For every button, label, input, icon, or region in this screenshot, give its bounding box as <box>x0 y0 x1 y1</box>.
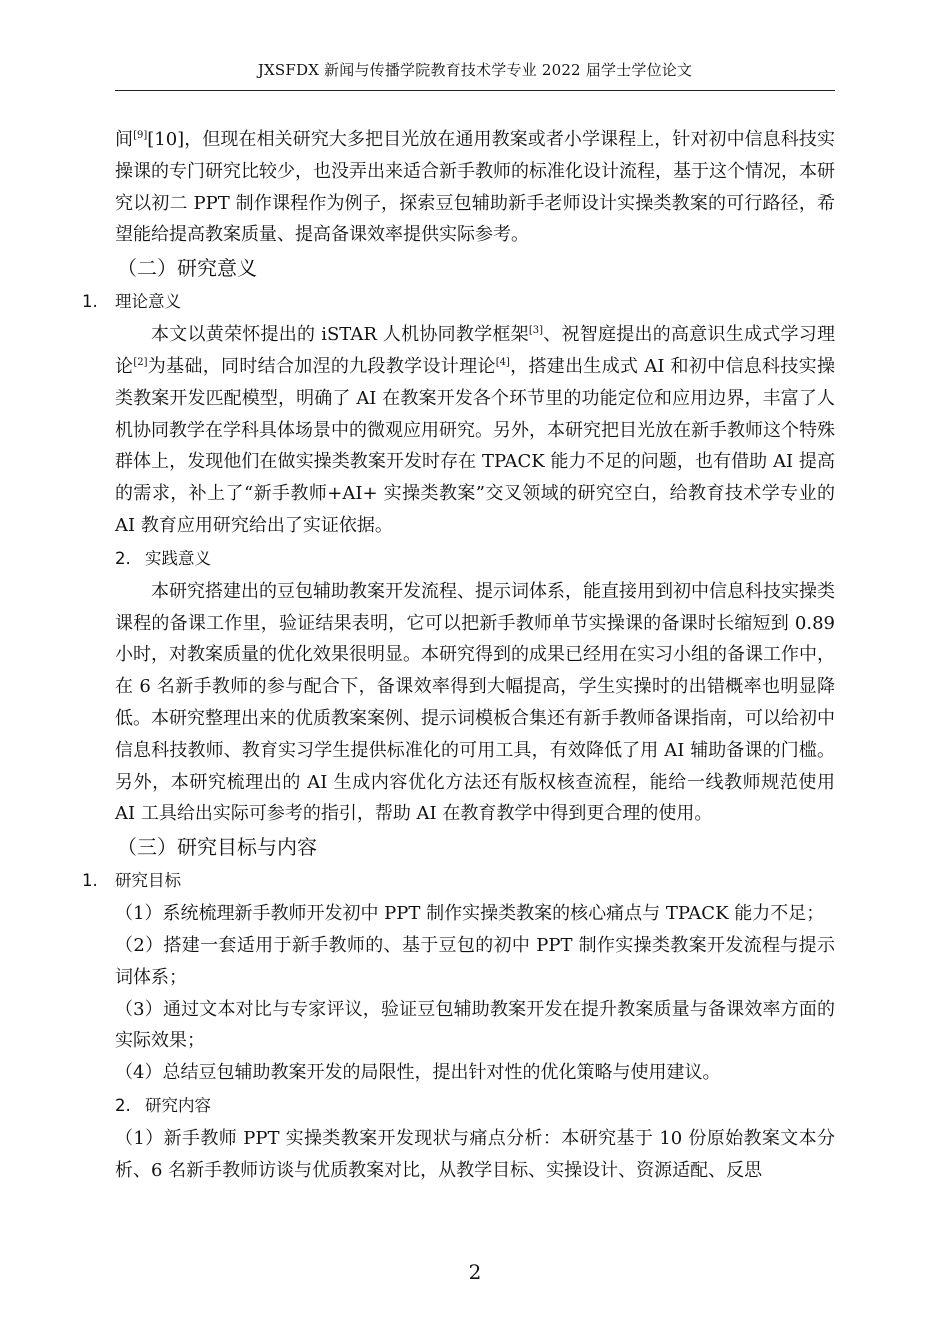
content-item: （1）新手教师 PPT 实操类教案开发现状与痛点分析：本研究基于 10 份原始教案文本分析、6 名新手教师访谈与优质教案对比，从教学目标、实操设计、资源适配、反思 <box>115 1127 835 1181</box>
text-run: 、祝智庭提出的高意识生成式学习理论 <box>115 324 835 377</box>
subheading-practical <box>115 544 835 574</box>
header-rule <box>115 90 835 91</box>
subheading-title: 研究内容 <box>145 1095 211 1115</box>
subheading-number: 1. <box>82 292 98 312</box>
subheading-number: 2. <box>115 548 131 568</box>
goal-item: （3）通过文本对比与专家评议，验证豆包辅助教案开发在提升教案质量与备课效率方面的实际效果； <box>115 998 835 1052</box>
citation[interactable]: [9] <box>133 130 148 141</box>
subheading-content <box>115 1091 835 1121</box>
page-number: 2 <box>468 1260 482 1284</box>
running-header: JXSFDX 新闻与传播学院教育技术学专业 2022 届学士学位论文 <box>257 61 693 79</box>
subheading-theoretical <box>82 287 835 317</box>
section-heading-significance: （二）研究意义 <box>117 256 257 281</box>
subheading-title: 研究目标 <box>115 871 181 891</box>
goal-item: （1）系统梳理新手教师开发初中 PPT 制作实操类教案的核心痛点与 TPACK 能力不足； <box>115 903 825 925</box>
text-run: 为基础，同时结合加涅的九段教学设计理论 <box>147 355 496 377</box>
goal-item: （2）搭建一套适用于新手教师的、基于豆包的初中 PPT 制作实操类教案开发流程与提示词体系； <box>115 934 835 988</box>
intro-paragraph <box>115 124 835 251</box>
goal-item: （4）总结豆包辅助教案开发的局限性，提出针对性的优化策略与使用建议。 <box>115 1062 721 1084</box>
subheading-goals <box>82 866 835 896</box>
subheading-title: 实践意义 <box>145 548 211 568</box>
practical-paragraph: 本研究搭建出的豆包辅助教案开发流程、提示词体系，能直接用到初中信息科技实操类课程的备课工作里，验证结果表明，它可以把新手教师单节实操课的备课时长缩短到 0.89 小时，对教案质量的优化效果很明显。本研究得到的成果已经用在实习小组的备课工作中，在 6 名新手教师的参与配合下，备课效率得到大幅提高，学生实操时的出错概率也明显降低。本研究整理出来的优质教案案例、提示词模板合集还有新手教师备课指南，可以给初中信息科技教师、教育实习学生提供标准化的可用工具，有效降低了用 AI 辅助备课的门槛。另外，本研究梳理出的 AI 生成内容优化方法还有版权核查流程，能给一线教师规范使用 AI 工具给出实际可参考的指引，帮助 AI 在教育教学中得到更合理的使用。 <box>115 580 835 825</box>
subheading-title: 理论意义 <box>115 292 181 312</box>
section-heading-goals: （三）研究目标与内容 <box>117 835 317 860</box>
body-content <box>82 124 835 1187</box>
subheading-number: 1. <box>82 871 98 891</box>
subheading-number: 2. <box>115 1095 131 1115</box>
intro-text-a: 间 <box>115 129 134 150</box>
citation[interactable]: [2] <box>133 356 148 368</box>
text-run: 本文以黄荣怀提出的 iSTAR 人机协同教学框架 <box>151 324 529 346</box>
text-run: ，搭建出生成式 AI 和初中信息科技实操类教案开发匹配模型，明确了 AI 在教案开发各个环节里的功能定位和应用边界，丰富了人机协同教学在学科具体场景中的微观应用研究。另外，本研究把目光放在新手教师这个特殊群体上，发现他们在做实操类教案开发时存在 TPACK 能力不足的问题，也有借助 AI 提高的需求，补上了“新手教师+AI+ 实操类教案”交叉领域的研究空白，给教育技术学专业的 AI 教育应用研究给出了实证依据。 <box>115 355 835 536</box>
citation[interactable]: [3] <box>528 325 544 337</box>
intro-text-b: [10]，但现在相关研究大多把目光放在通用教案或者小学课程上，针对初中信息科技实操课的专门研究比较少，也没弄出来适合新手教师的标准化设计流程，基于这个情况，本研究以初二 PPT 制作课程作为例子，探索豆包辅助新手老师设计实操类教案的可行路径，希望能给提高教案质量、提高备课效率提供实际参考。 <box>115 129 835 246</box>
citation[interactable]: [4] <box>495 356 510 368</box>
theoretical-paragraph <box>115 319 835 542</box>
